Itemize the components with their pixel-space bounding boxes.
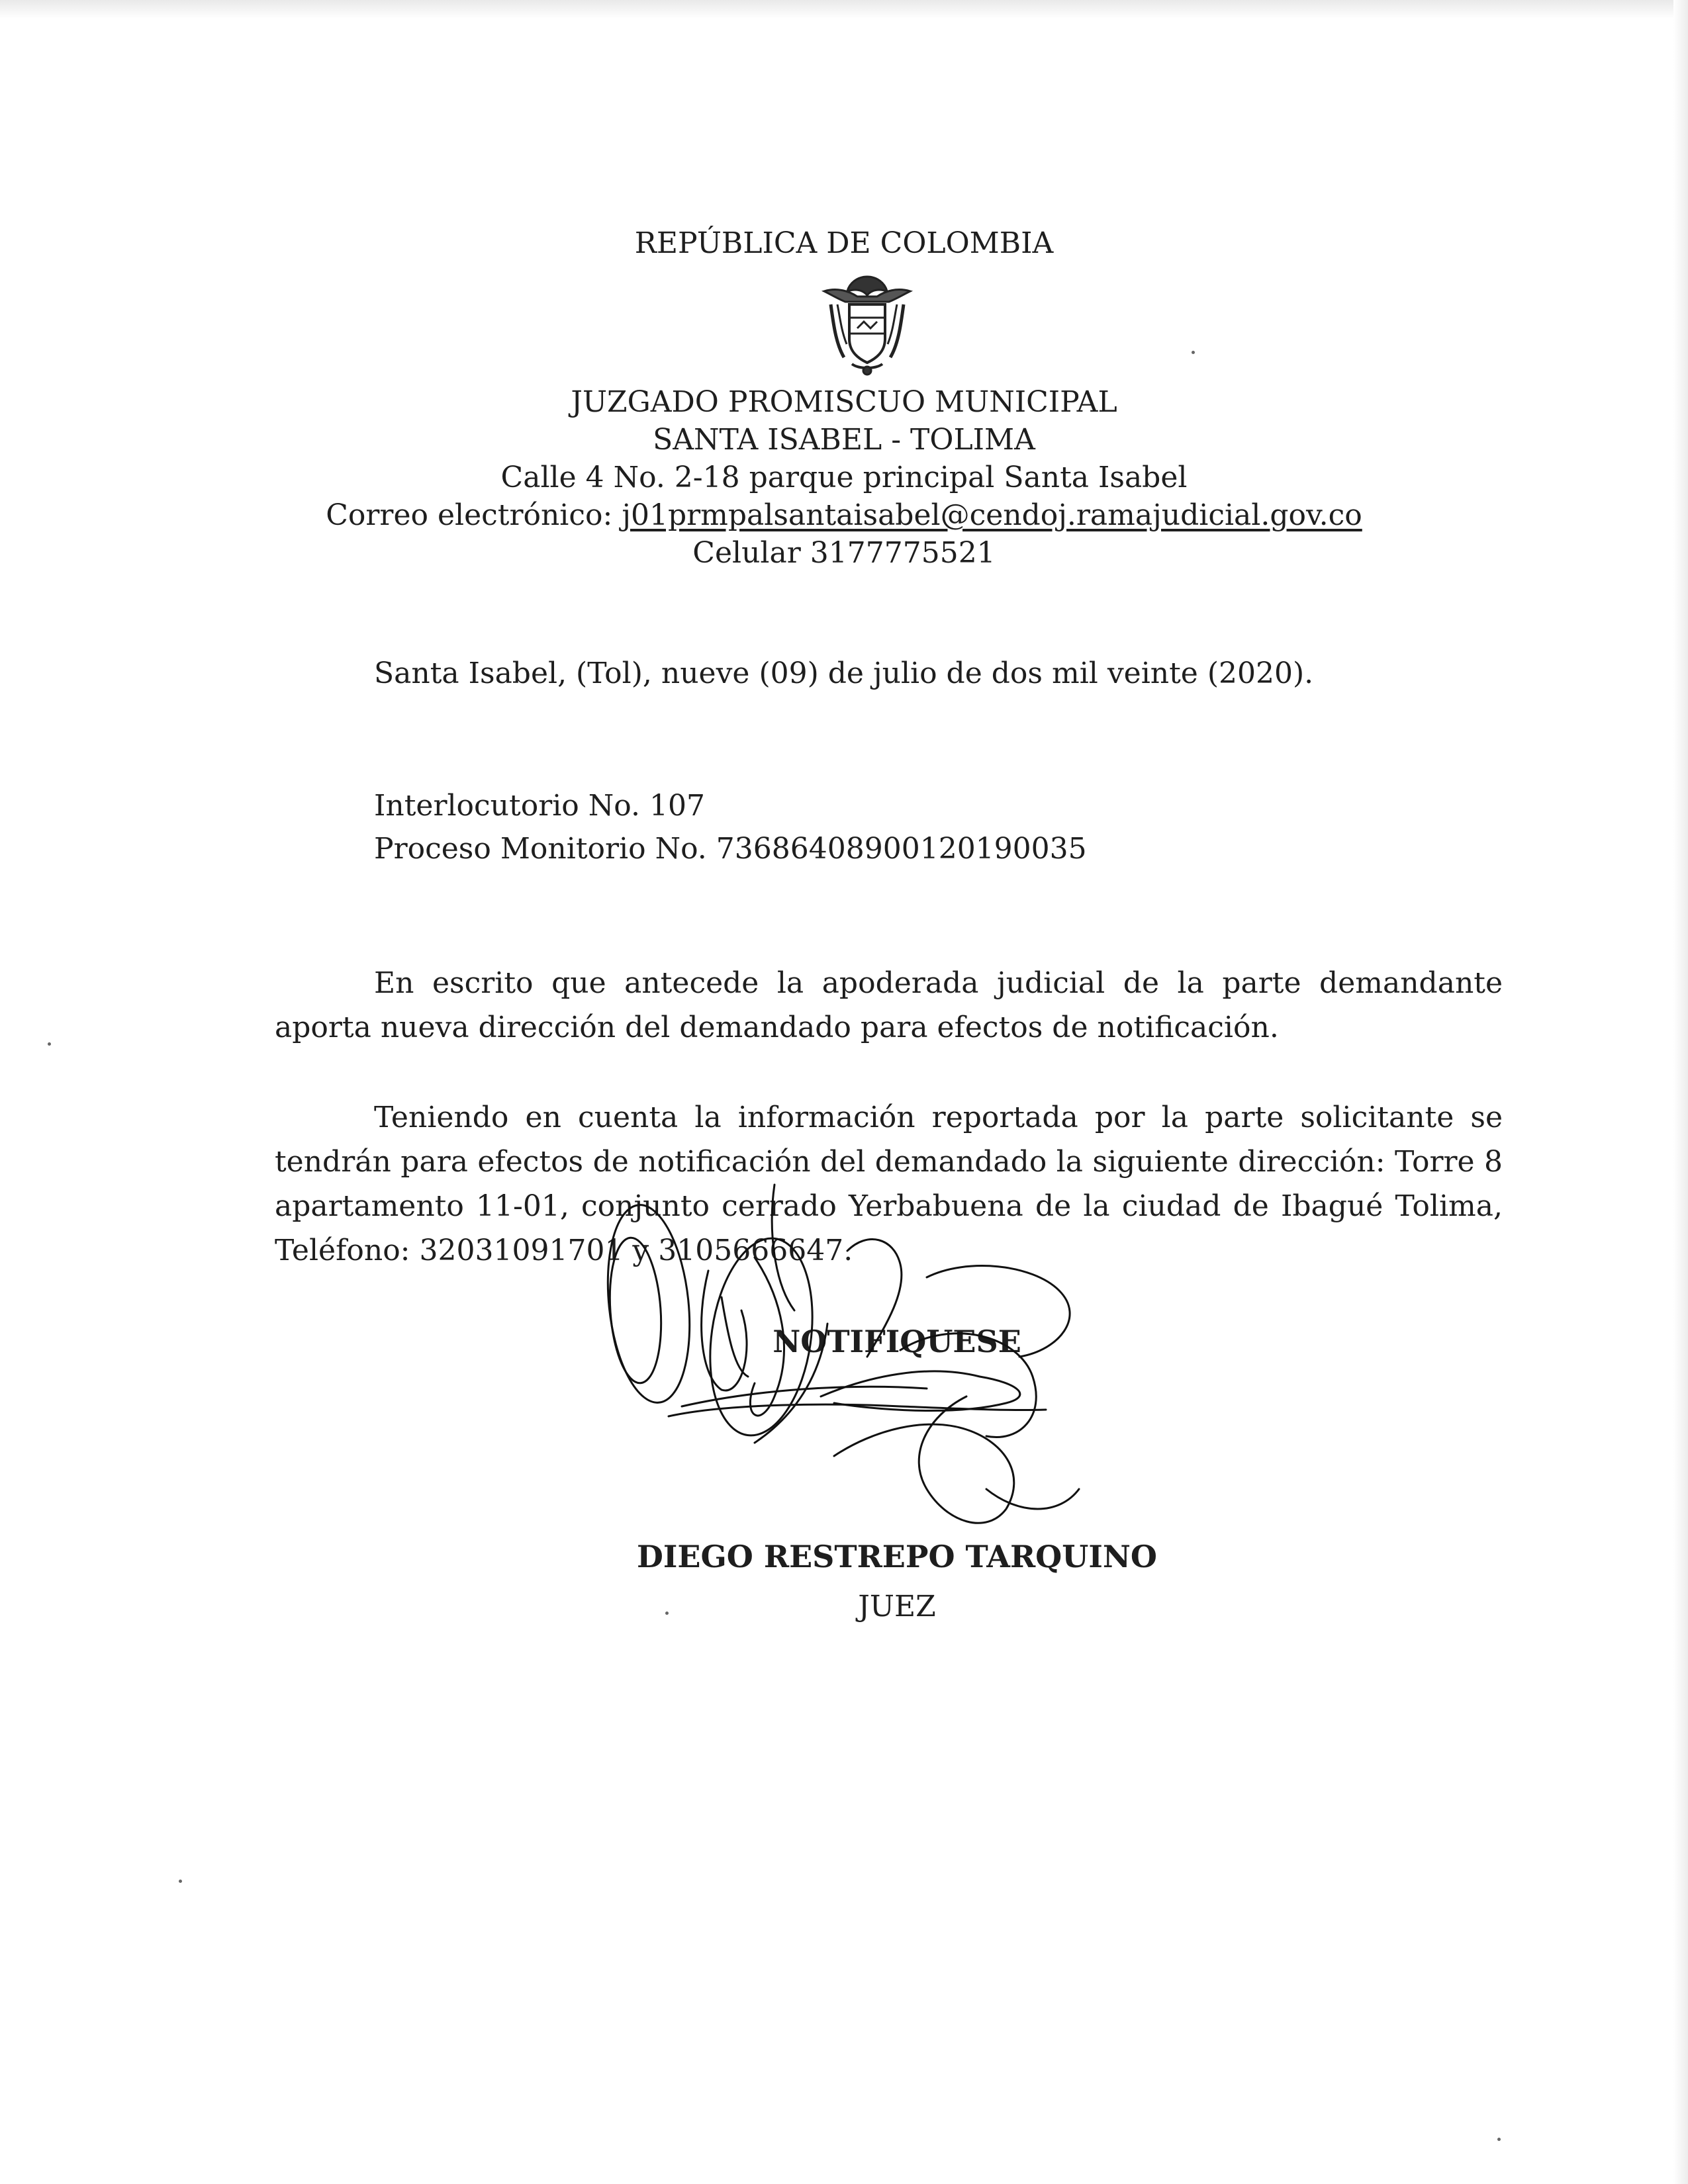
proceso-number: Proceso Monitorio No. 73686408900120190035 bbox=[374, 832, 1087, 866]
body-paragraph-2: Teniendo en cuenta la información reportada por la parte solicitante se tendrán para efectos de notificación del demandado la siguiente dirección: Torre 8 apartamento 11-01, conjunto cerrado Yerbabuena de la ciudad de Ibagué Tolima, Teléfono: 32031091701 y 3105666647. bbox=[275, 1101, 1503, 1267]
email-link[interactable]: j01prmpalsantaisabel@cendoj.ramajudicial.gov.co bbox=[622, 498, 1362, 532]
signer-name: DIEGO RESTREPO TARQUINO bbox=[637, 1539, 1157, 1574]
scan-edge-right bbox=[1673, 0, 1688, 2184]
scan-speck bbox=[1497, 2138, 1501, 2141]
court-name: JUZGADO PROMISCUO MUNICIPAL bbox=[571, 385, 1117, 419]
scan-speck bbox=[665, 1612, 669, 1615]
court-email-line bbox=[0, 497, 1688, 534]
body-paragraph-1: En escrito que antecede la apoderada judicial de la parte demandante aporta nueva dirección del demandado para efectos de notificación. bbox=[275, 966, 1503, 1044]
notify-heading: NOTIFIQUESE bbox=[773, 1324, 1021, 1359]
email-label: Correo electrónico: bbox=[326, 498, 622, 532]
date-line: Santa Isabel, (Tol), nueve (09) de julio de dos mil veinte (2020). bbox=[374, 657, 1314, 690]
signer-title: JUEZ bbox=[858, 1590, 936, 1623]
court-location: SANTA ISABEL - TOLIMA bbox=[653, 423, 1035, 457]
country-heading: REPÚBLICA DE COLOMBIA bbox=[634, 226, 1054, 260]
scan-edge-top bbox=[0, 0, 1688, 19]
court-address: Calle 4 No. 2-18 parque principal Santa Isabel bbox=[500, 461, 1188, 494]
interlocutorio-number: Interlocutorio No. 107 bbox=[374, 789, 705, 823]
colombia-coat-of-arms-icon bbox=[811, 265, 923, 377]
court-phone: Celular 3177775521 bbox=[692, 536, 996, 570]
handwritten-signature bbox=[556, 1178, 1152, 1562]
scan-speck bbox=[48, 1042, 51, 1046]
scan-speck bbox=[179, 1880, 182, 1883]
scan-speck bbox=[1192, 351, 1195, 354]
